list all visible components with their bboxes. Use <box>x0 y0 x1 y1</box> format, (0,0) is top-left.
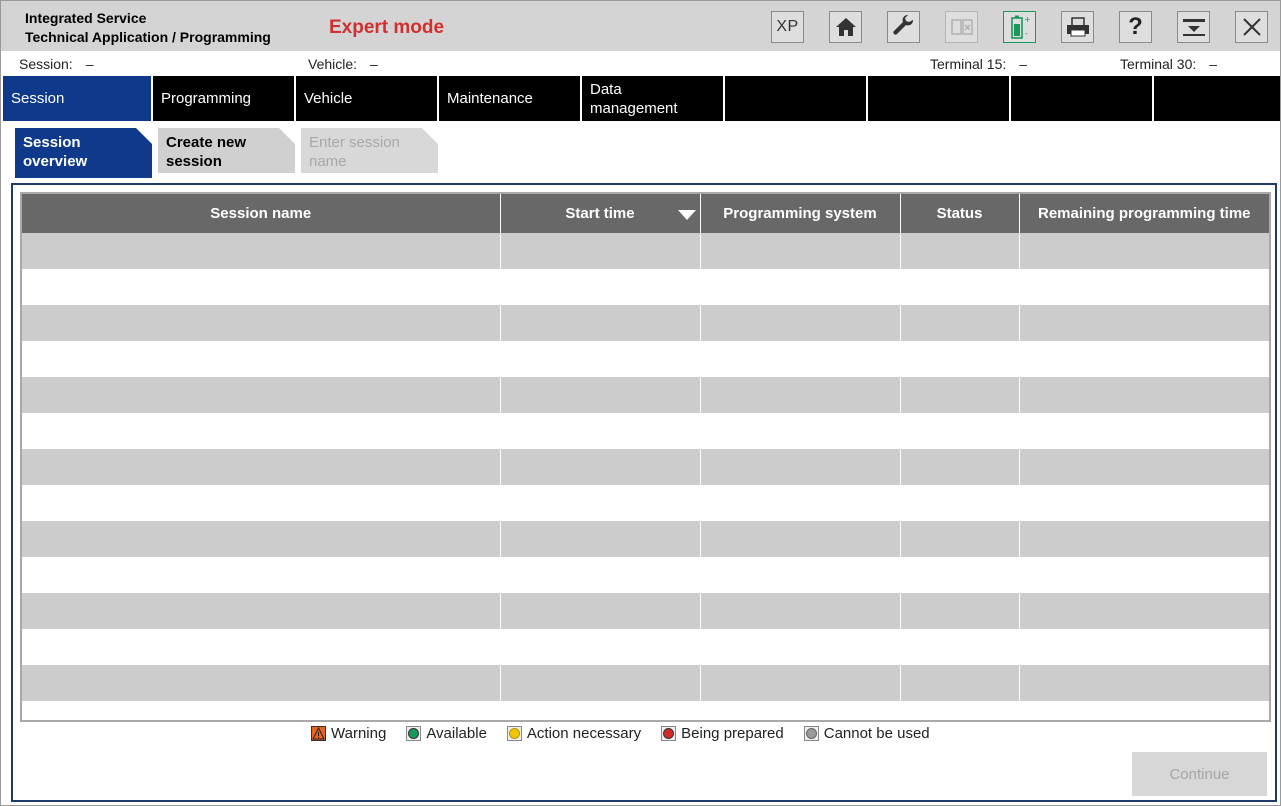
table-cell <box>500 377 700 413</box>
table-cell <box>700 413 900 449</box>
tab-empty-1 <box>725 76 868 121</box>
table-cell <box>22 629 500 665</box>
table-cell <box>22 413 500 449</box>
terminal15-info <box>930 56 1027 72</box>
table-cell <box>500 521 700 557</box>
wrench-icon <box>892 15 916 39</box>
column-header-start-time[interactable] <box>500 194 700 233</box>
table-cell <box>500 701 700 722</box>
table-cell <box>500 269 700 305</box>
table-cell <box>22 485 500 521</box>
legend-cannot-be-used <box>804 725 930 742</box>
table-cell <box>22 233 500 269</box>
print-button[interactable] <box>1061 11 1094 43</box>
table-cell <box>500 233 700 269</box>
xp-label: XP <box>776 18 799 35</box>
app-title-line1: Integrated Service <box>25 10 147 26</box>
table-cell <box>700 593 900 629</box>
table-body <box>22 233 1269 722</box>
legend-available-label: Available <box>426 725 487 742</box>
tab-programming[interactable]: Programming <box>153 76 296 121</box>
subtab-enter-session-name <box>301 128 438 173</box>
table-cell <box>900 485 1019 521</box>
table-cell <box>1019 521 1269 557</box>
table-cell <box>500 665 700 701</box>
table-cell <box>1019 665 1269 701</box>
session-info-value: – <box>85 56 94 72</box>
tab-maintenance[interactable]: Maintenance <box>439 76 582 121</box>
table-row[interactable] <box>22 485 1269 521</box>
table-cell <box>900 665 1019 701</box>
table-cell <box>22 557 500 593</box>
home-icon <box>834 16 858 38</box>
table-cell <box>700 557 900 593</box>
subtab-session-overview-label: Session overview <box>23 134 88 170</box>
column-header-remaining-time[interactable]: Remaining programming time <box>1019 194 1269 233</box>
table-cell <box>500 449 700 485</box>
terminal30-info <box>1120 56 1217 72</box>
subtab-corner <box>279 128 295 144</box>
terminal30-label: Terminal 30: <box>1120 56 1197 72</box>
close-button[interactable] <box>1235 11 1268 43</box>
table-cell <box>700 233 900 269</box>
vehicle-info-value: – <box>370 56 378 72</box>
help-icon: ? <box>1128 13 1143 40</box>
subtab-enter-session-name-label: Enter session name <box>309 134 400 170</box>
tab-vehicle[interactable]: Vehicle <box>296 76 439 121</box>
subtab-session-overview[interactable] <box>15 128 152 178</box>
being-prepared-icon <box>661 726 676 741</box>
settings-button[interactable] <box>887 11 920 43</box>
table-cell <box>900 305 1019 341</box>
table-row[interactable] <box>22 341 1269 377</box>
terminal15-value: – <box>1019 56 1028 72</box>
table-cell <box>700 521 900 557</box>
table-row[interactable] <box>22 449 1269 485</box>
legend-action-necessary <box>507 725 641 742</box>
home-button[interactable] <box>829 11 862 43</box>
subtab-corner <box>136 128 152 144</box>
subtab-create-new-session-label: Create new session <box>166 134 247 170</box>
table-cell <box>1019 629 1269 665</box>
legend-being-prepared <box>661 725 784 742</box>
subtab-corner <box>422 128 438 144</box>
table-cell <box>22 521 500 557</box>
table-cell <box>1019 341 1269 377</box>
table-row[interactable] <box>22 305 1269 341</box>
legend-warning-label: Warning <box>331 725 387 742</box>
expert-mode-label: Expert mode <box>329 17 445 38</box>
table-cell <box>1019 305 1269 341</box>
legend-being-prepared-label: Being prepared <box>681 725 784 742</box>
legend-cannot-be-used-label: Cannot be used <box>823 725 930 742</box>
tab-empty-2 <box>868 76 1011 121</box>
legend-action-necessary-label: Action necessary <box>526 725 642 742</box>
table-cell <box>22 593 500 629</box>
table-cell <box>500 557 700 593</box>
compare-button[interactable] <box>945 11 978 43</box>
title-bar <box>1 1 1280 51</box>
table-cell <box>1019 593 1269 629</box>
table-cell <box>500 413 700 449</box>
table-row[interactable] <box>22 593 1269 629</box>
battery-icon <box>1008 14 1032 40</box>
table-row[interactable] <box>22 629 1269 665</box>
close-icon <box>1241 16 1263 38</box>
table-row[interactable] <box>22 233 1269 269</box>
column-header-session-name[interactable]: Session name <box>22 194 500 233</box>
sort-descending-icon <box>678 210 696 220</box>
table-cell <box>700 629 900 665</box>
table-cell <box>500 629 700 665</box>
compare-icon <box>950 17 974 37</box>
table-cell <box>900 269 1019 305</box>
vehicle-info <box>308 56 378 72</box>
status-legend <box>311 725 950 742</box>
session-info <box>19 56 94 72</box>
table-cell <box>22 305 500 341</box>
table-cell <box>1019 413 1269 449</box>
terminal30-value: – <box>1209 56 1218 72</box>
content-frame <box>11 183 1277 802</box>
table-cell <box>500 593 700 629</box>
table-cell <box>900 629 1019 665</box>
warning-icon <box>311 726 326 741</box>
app-title-line2: Technical Application / Programming <box>25 29 271 45</box>
table-row[interactable] <box>22 665 1269 701</box>
printer-icon <box>1065 16 1091 38</box>
table-row[interactable] <box>22 413 1269 449</box>
svg-text:+: + <box>1023 15 1031 24</box>
column-header-start-time-label: Start time <box>565 205 635 222</box>
table-cell <box>700 701 900 722</box>
legend-warning <box>311 725 386 742</box>
table-row[interactable] <box>22 377 1269 413</box>
cannot-be-used-icon <box>804 726 819 741</box>
table-cell <box>700 341 900 377</box>
table-cell <box>700 377 900 413</box>
table-cell <box>22 449 500 485</box>
table-cell <box>22 701 500 722</box>
table-cell <box>1019 557 1269 593</box>
column-header-status[interactable]: Status <box>900 194 1019 233</box>
help-button[interactable] <box>1119 11 1152 43</box>
table-row[interactable] <box>22 269 1269 305</box>
session-table <box>22 194 1269 722</box>
table-cell <box>500 305 700 341</box>
table-cell <box>700 449 900 485</box>
table-cell <box>900 593 1019 629</box>
table-cell <box>900 449 1019 485</box>
status-info-bar <box>1 51 1280 76</box>
vehicle-info-label: Vehicle: <box>308 56 358 72</box>
table-cell <box>22 269 500 305</box>
table-cell <box>1019 485 1269 521</box>
minimize-icon <box>1181 16 1207 38</box>
table-cell <box>700 305 900 341</box>
session-info-label: Session: <box>19 56 73 72</box>
table-cell <box>900 377 1019 413</box>
table-row[interactable] <box>22 557 1269 593</box>
session-table-container[interactable] <box>20 192 1271 722</box>
minimize-button[interactable] <box>1177 11 1210 43</box>
table-cell <box>900 557 1019 593</box>
table-cell <box>500 341 700 377</box>
table-cell <box>900 521 1019 557</box>
table-cell <box>1019 269 1269 305</box>
table-row[interactable] <box>22 701 1269 722</box>
continue-button[interactable]: Continue <box>1132 752 1267 796</box>
table-cell <box>700 665 900 701</box>
table-cell <box>700 485 900 521</box>
table-header-row <box>22 194 1269 233</box>
main-navigation <box>3 76 1280 121</box>
tab-empty-3 <box>1011 76 1154 121</box>
table-cell <box>900 701 1019 722</box>
table-row[interactable] <box>22 521 1269 557</box>
column-header-programming-system[interactable]: Programming system <box>700 194 900 233</box>
tab-empty-4 <box>1154 76 1280 121</box>
table-cell <box>900 341 1019 377</box>
table-cell <box>1019 233 1269 269</box>
table-cell <box>22 377 500 413</box>
available-icon <box>406 726 421 741</box>
table-cell <box>500 485 700 521</box>
xp-button[interactable] <box>771 11 804 43</box>
tab-data-management[interactable]: Data management <box>582 76 725 121</box>
tab-session[interactable]: Session <box>3 76 153 121</box>
app-title <box>25 9 271 47</box>
table-cell <box>22 341 500 377</box>
table-cell <box>1019 701 1269 722</box>
legend-available <box>406 725 487 742</box>
table-cell <box>22 665 500 701</box>
table-cell <box>1019 377 1269 413</box>
table-cell <box>900 233 1019 269</box>
table-cell <box>900 413 1019 449</box>
battery-button[interactable] <box>1003 11 1036 43</box>
table-cell <box>700 269 900 305</box>
terminal15-label: Terminal 15: <box>930 56 1007 72</box>
svg-text:-: - <box>1024 29 1028 38</box>
action-necessary-icon <box>507 726 522 741</box>
table-cell <box>1019 449 1269 485</box>
subtab-create-new-session[interactable] <box>158 128 295 173</box>
